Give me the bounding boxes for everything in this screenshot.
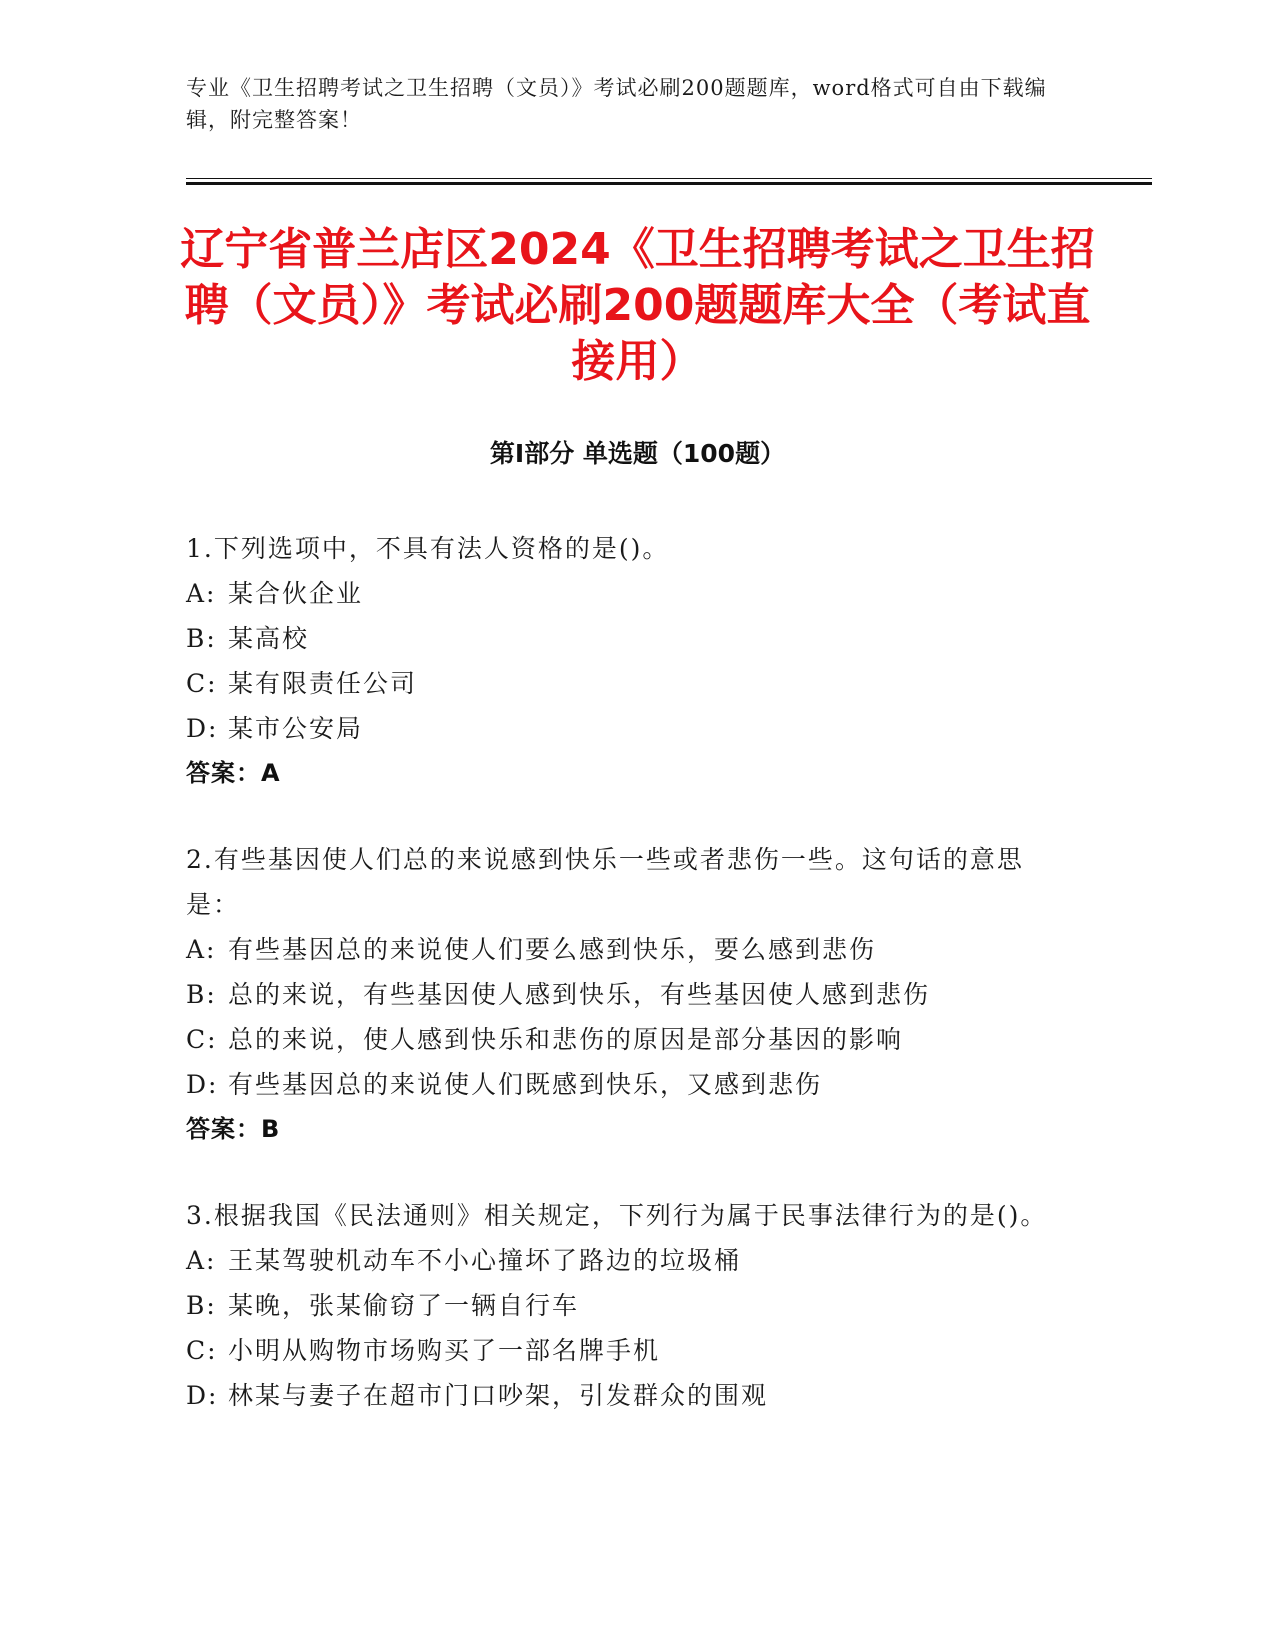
question-1 [186,526,1066,796]
option-b [186,972,1066,1017]
option-letter: C: [186,1336,218,1365]
option-text: 某高校 [228,624,310,653]
option-d [186,706,1066,751]
question-stem: 1.下列选项中，不具有法人资格的是()。 [186,534,670,563]
option-letter: B: [186,980,217,1009]
option-d [186,1062,1066,1107]
option-letter: B: [186,1291,217,1320]
option-letter: A: [186,579,217,608]
question-stem: 3.根据我国《民法通则》相关规定，下列行为属于民事法律行为的是()。 [186,1201,1048,1230]
option-letter: B: [186,624,217,653]
section-title: 第I部分 单选题（100题） [489,439,786,468]
option-text: 小明从购物市场购买了一部名牌手机 [228,1336,661,1365]
option-c [186,661,1066,706]
question-list [186,526,1066,1459]
option-letter: D: [186,1070,219,1099]
question-stem: 2.有些基因使人们总的来说感到快乐一些或者悲伤一些。这句话的意思是： [186,845,1024,919]
option-text: 有些基因总的来说使人们要么感到快乐，要么感到悲伤 [228,935,877,964]
option-text: 某晚，张某偷窃了一辆自行车 [228,1291,580,1320]
option-letter: D: [186,714,219,743]
option-text: 王某驾驶机动车不小心撞坏了路边的垃圾桶 [228,1246,742,1275]
option-a [186,927,1066,972]
option-text: 林某与妻子在超市门口吵架，引发群众的围观 [228,1381,769,1410]
option-a [186,571,1066,616]
option-letter: D: [186,1381,219,1410]
document-title: 辽宁省普兰店区2024《卫生招聘考试之卫生招聘（文员）》考试必刷200题题库大全（考试直接用） [180,224,1095,387]
option-text: 总的来说，有些基因使人感到快乐，有些基因使人感到悲伤 [228,980,931,1009]
option-b [186,616,1066,661]
option-c [186,1017,1066,1062]
answer-label: 答案：A [186,759,281,787]
question-2 [186,837,1066,1152]
option-letter: C: [186,669,218,698]
option-letter: A: [186,1246,217,1275]
answer-label: 答案：B [186,1115,281,1143]
option-d [186,1373,1066,1418]
header-note: 专业《卫生招聘考试之卫生招聘（文员）》考试必刷200题题库，word格式可自由下载编辑，附完整答案！ [186,76,1047,132]
header-divider-thick [186,182,1152,185]
header-divider-thin [186,178,1152,179]
option-text: 总的来说，使人感到快乐和悲伤的原因是部分基因的影响 [228,1025,904,1054]
question-3 [186,1193,1066,1418]
option-letter: C: [186,1025,218,1054]
option-letter: A: [186,935,217,964]
option-a [186,1238,1066,1283]
option-text: 某有限责任公司 [228,669,418,698]
option-text: 有些基因总的来说使人们既感到快乐，又感到悲伤 [228,1070,823,1099]
option-text: 某市公安局 [228,714,364,743]
option-text: 某合伙企业 [228,579,364,608]
option-b [186,1283,1066,1328]
option-c [186,1328,1066,1373]
